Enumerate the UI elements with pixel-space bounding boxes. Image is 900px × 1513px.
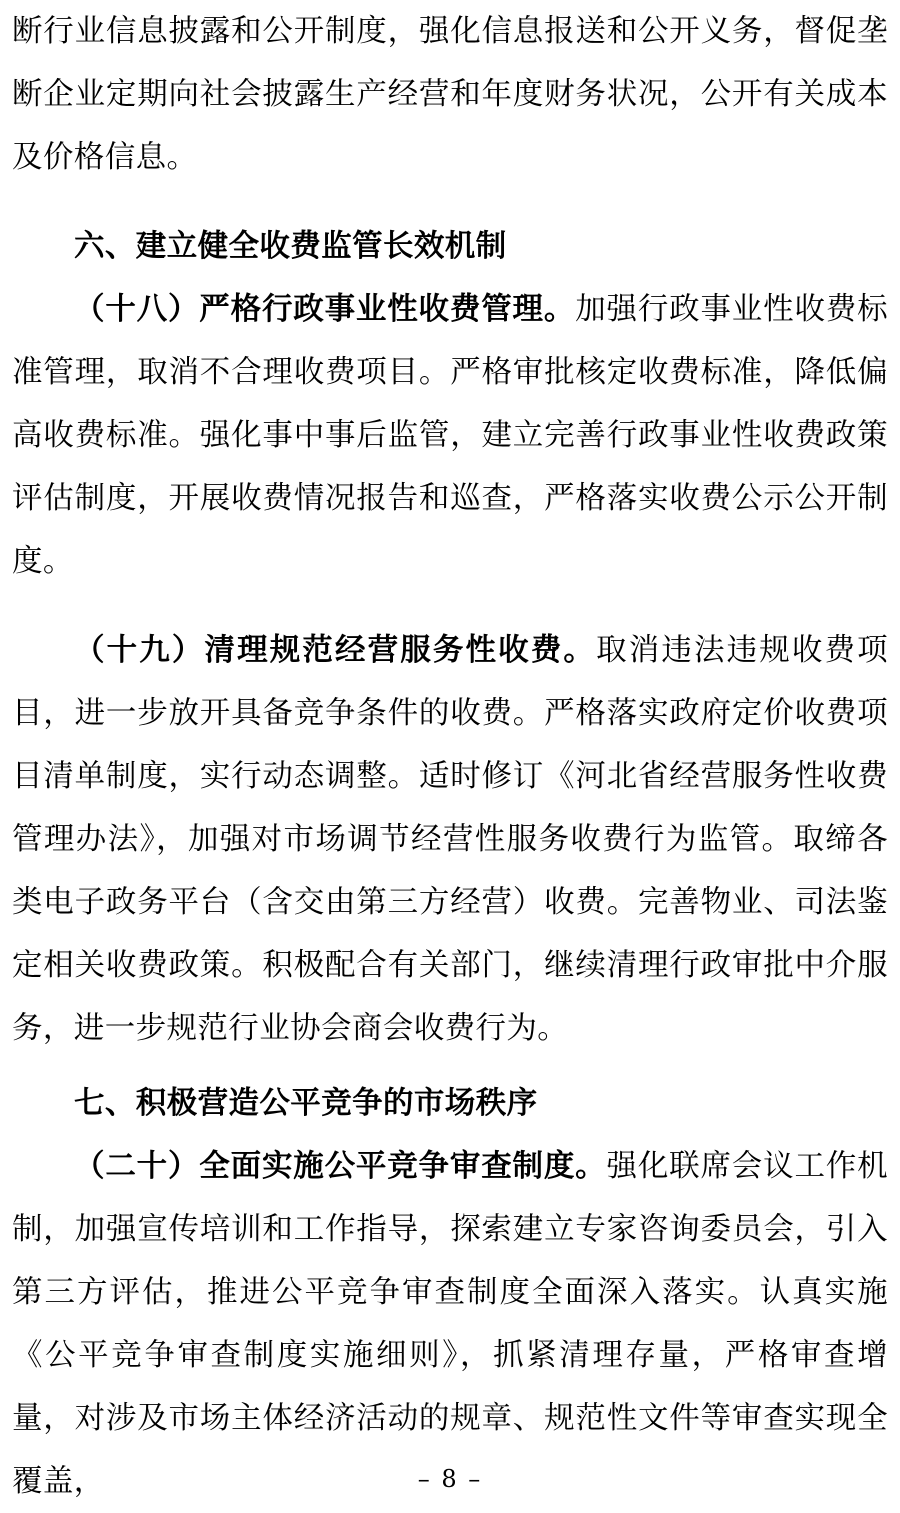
paragraph-item-nineteen — [12, 619, 888, 1060]
paragraph-item-nineteen-body: 取消违法违规收费项目，进一步放开具备竞争条件的收费。严格落实政府定价收费项目清单制度，实行动态调整。适时修订《河北省经营服务性收费管理办法》，加强对市场调节经营性服务收费行为监管。取缔各类电子政务平台（含交由第三方经营）收费。完善物业、司法鉴定相关收费政策。积极配合有关部门，继续清理行政审批中介服务，进一步规范行业协会商会收费行为。 — [12, 633, 888, 1046]
paragraph-item-twenty-body: 强化联席会议工作机制，加强宣传培训和工作指导，探索建立专家咨询委员会，引入第三方评估，推进公平竞争审查制度全面深入落实。认真实施《公平竞争审查制度实施细则》，抓紧清理存量，严格审查增量，对涉及市场主体经济活动的规章、规范性文件等审查实现全覆盖， — [12, 1149, 888, 1499]
paragraph-continuation: 断行业信息披露和公开制度，强化信息报送和公开义务，督促垄断企业定期向社会披露生产经营和年度财务状况，公开有关成本及价格信息。 — [12, 14, 888, 175]
section-heading-six: 六、建立健全收费监管长效机制 — [74, 228, 507, 264]
paragraph-gap — [12, 189, 888, 215]
paragraph-item-nineteen-lead: （十九）清理规范经营服务性收费。 — [74, 632, 597, 668]
paragraph-item-eighteen-lead: （十八）严格行政事业性收费管理。 — [74, 291, 576, 327]
paragraph-item-twenty — [12, 1135, 888, 1513]
page-number: – 8 – — [417, 1465, 483, 1493]
paragraph-item-eighteen — [12, 278, 888, 593]
document-body — [12, 0, 888, 1513]
paragraph-gap — [12, 593, 888, 619]
paragraph-gap — [12, 1060, 888, 1072]
section-heading-seven: 七、积极营造公平竞争的市场秩序 — [74, 1085, 538, 1121]
paragraph-item-eighteen-body: 加强行政事业性收费标准管理，取消不合理收费项目。严格审批核定收费标准，降低偏高收费标准。强化事中事后监管，建立完善行政事业性收费政策评估制度，开展收费情况报告和巡查，严格落实收费公示公开制度。 — [12, 292, 889, 579]
paragraph-item-twenty-lead: （二十）全面实施公平竞争审查制度。 — [74, 1148, 607, 1184]
